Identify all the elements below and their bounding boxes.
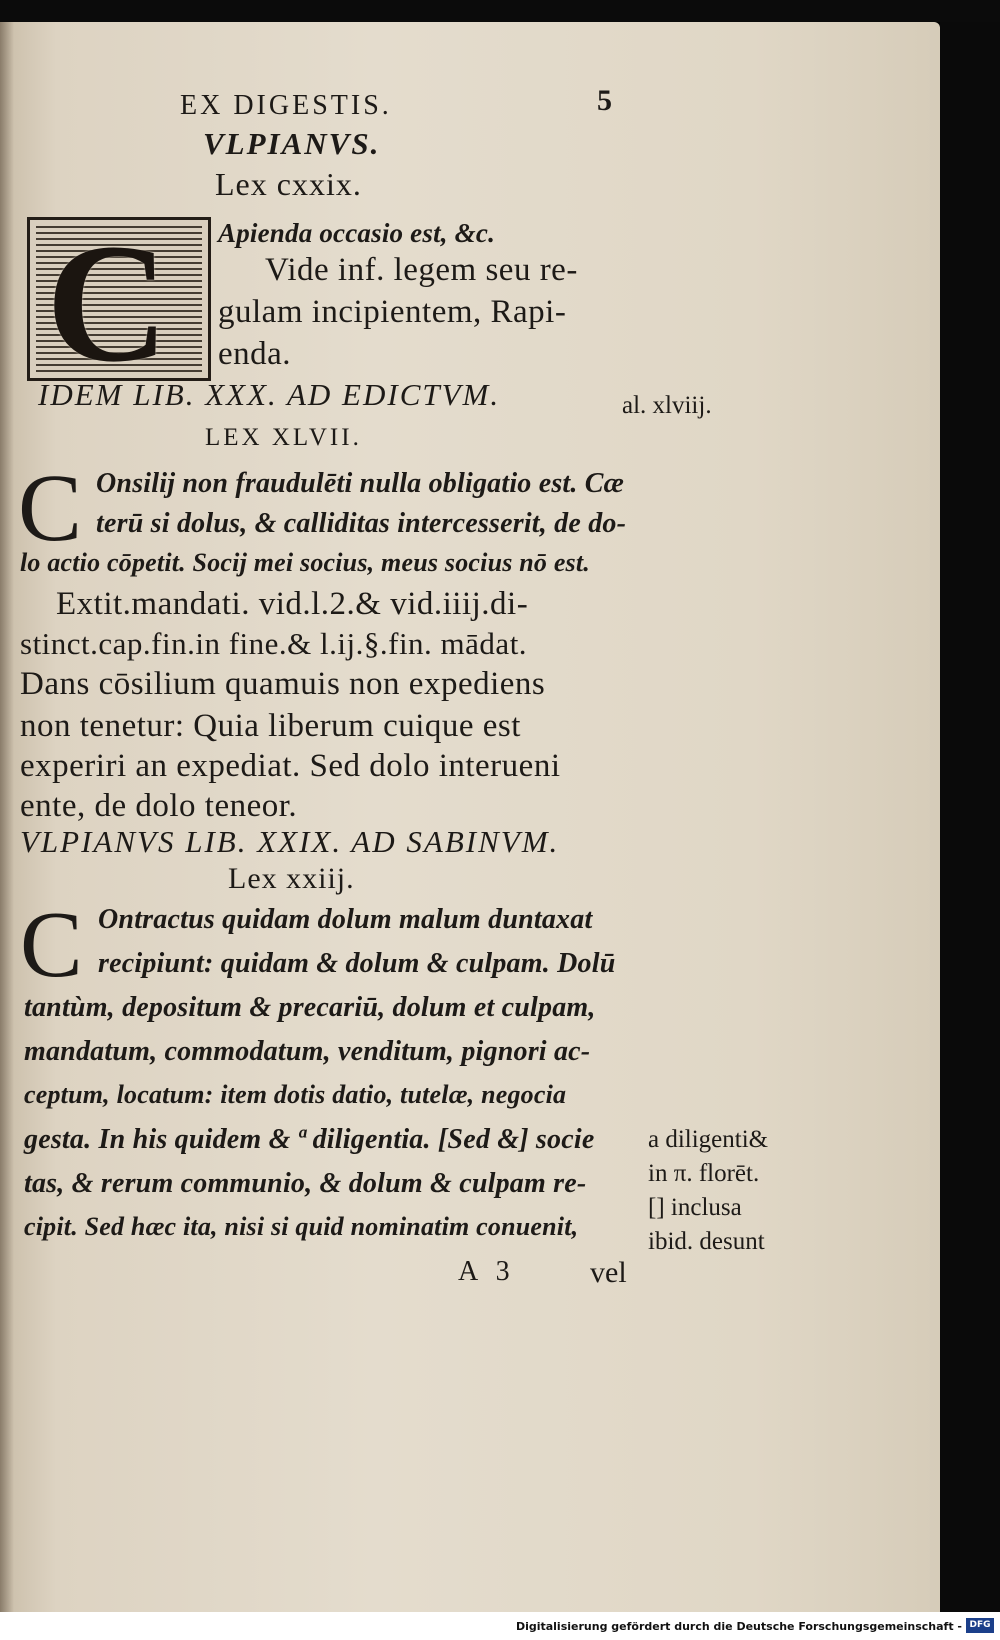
text-line: Extit.mandati. vid.l.2.& vid.iiij.di- xyxy=(56,586,529,622)
text-line: Onsilij non fraudulēti nulla obligatio est. Cæ xyxy=(96,468,625,499)
footer-bar xyxy=(0,1612,1000,1640)
text-line: Ontractus quidam dolum malum duntaxat xyxy=(98,904,593,935)
lex-number: Lex cxxix. xyxy=(215,166,362,202)
drop-initial: C xyxy=(20,893,83,997)
signature-mark: A 3 xyxy=(458,1256,516,1287)
text-line: gesta. In his quidem & ª diligentia. [Sed &] socie xyxy=(24,1124,595,1155)
text-line: ente, de dolo teneor. xyxy=(20,788,298,824)
text-line: terū si dolus, & calliditas intercesserit, de do- xyxy=(96,508,627,539)
text-line: enda. xyxy=(218,336,292,372)
text-line: gulam incipientem, Rapi- xyxy=(218,294,567,330)
scan-background-right xyxy=(940,22,1000,1612)
text-line: experiri an expediat. Sed dolo interueni xyxy=(20,748,561,784)
text-line: stinct.cap.fin.in fine.& l.ij.§.fin. mādat. xyxy=(20,626,528,661)
text-line: lo actio cōpetit. Socij mei socius, meus socius nō est. xyxy=(20,548,590,577)
text-line: tas, & rerum communio, & dolum & culpam re- xyxy=(24,1168,587,1199)
text-line: tantùm, depositum & precariū, dolum et culpam, xyxy=(24,992,596,1023)
drop-initial: C xyxy=(18,454,83,561)
text-line: cipit. Sed hæc ita, nisi si quid nominatim conuenit, xyxy=(24,1212,579,1241)
margin-note: ibid. desunt xyxy=(648,1228,765,1255)
dfg-logo: DFG xyxy=(966,1618,994,1633)
section-heading: VLPIANVS LIB. XXIX. AD SABINVM. xyxy=(20,824,560,859)
margin-note: in π. florēt. xyxy=(648,1160,760,1187)
section-heading: IDEM LIB. XXX. AD EDICTVM. xyxy=(38,377,501,412)
lex-number: Lex xxiij. xyxy=(228,862,355,895)
running-title: EX DIGESTIS. xyxy=(180,90,392,121)
gutter-shadow xyxy=(0,22,14,1612)
folio-number: 5 xyxy=(597,84,612,117)
text-line: ceptum, locatum: item dotis datio, tutelæ, negocia xyxy=(24,1080,567,1109)
text-line: Vide inf. legem seu re- xyxy=(265,252,578,288)
text-line: recipiunt: quidam & dolum & culpam. Dolū xyxy=(98,948,616,979)
text-line: Dans cōsilium quamuis non expediens xyxy=(20,666,546,702)
margin-note: a diligenti& xyxy=(648,1126,769,1153)
scan-background-top xyxy=(0,0,1000,22)
text-line: mandatum, commodatum, venditum, pignori ac- xyxy=(24,1036,591,1067)
margin-note: al. xlviij. xyxy=(622,392,712,419)
lex-number: LEX XLVII. xyxy=(205,424,362,451)
decorated-initial xyxy=(27,209,211,397)
catchword: vel xyxy=(590,1256,627,1289)
initial-letter: C xyxy=(46,209,169,397)
funding-credit: Digitalisierung gefördert durch die Deutsche Forschungsgemeinschaft - xyxy=(515,1620,962,1633)
section-author: VLPIANVS. xyxy=(203,126,381,161)
text-line: non tenetur: Quia liberum cuique est xyxy=(20,708,521,744)
text-line: Apienda occasio est, &c. xyxy=(218,218,496,248)
margin-note: [] inclusa xyxy=(648,1194,742,1221)
